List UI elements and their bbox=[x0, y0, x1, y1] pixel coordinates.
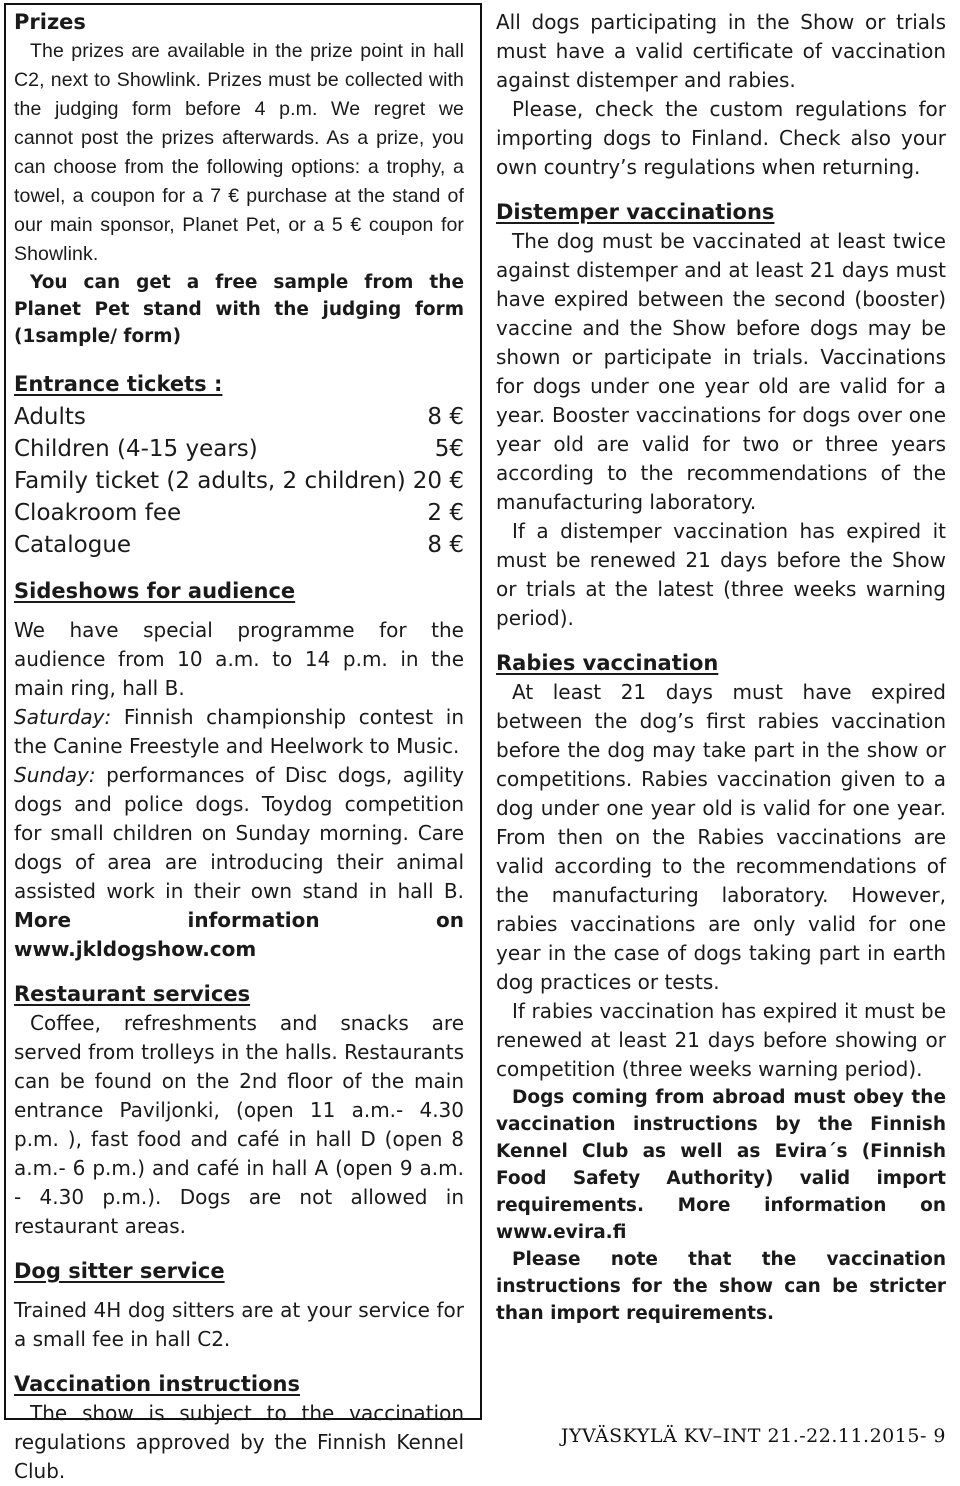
sunday-text: performances of Disc dogs, agility dogs and police dogs. Toydog competition for small children on Sunday morning. Care dogs of area are introducing their animal assisted work in their own stand in hall B. bbox=[14, 763, 464, 903]
price-row-family bbox=[14, 465, 464, 497]
left-column bbox=[14, 8, 464, 1486]
price-label: Adults bbox=[14, 404, 86, 430]
prizes-heading: Prizes bbox=[14, 10, 86, 34]
entrance-heading: Entrance tickets : bbox=[14, 372, 223, 396]
sideshows-paragraph: We have special programme for the audience from 10 a.m. to 14 p.m. in the main ring, hall B. bbox=[14, 618, 464, 700]
dog-sitter-paragraph: Trained 4H dog sitters are at your service for a small fee in hall C2. bbox=[14, 1298, 464, 1351]
right-column bbox=[496, 8, 946, 1327]
price-label: Family ticket (2 adults, 2 children) bbox=[14, 468, 406, 494]
rabies-expired-paragraph: If rabies vaccination has expired it must be renewed at least 21 days before showing or competition (three weeks warning period). bbox=[496, 999, 946, 1081]
price-value: 2 € bbox=[427, 500, 464, 526]
sunday-label: Sunday: bbox=[14, 763, 96, 787]
distemper-paragraph: The dog must be vaccinated at least twice against distemper and at least 21 days must have expired between the second (booster) vaccine and the Show before dogs may be shown or participate in trials. Vaccinations for dogs under one year old are valid for a year. Booster vaccinations for dogs over one year old are valid for two or three years according to the recommendations of the manufacturing laboratory. bbox=[496, 229, 946, 514]
dog-sitter-heading: Dog sitter service bbox=[14, 1259, 225, 1283]
vaccination-intro: All dogs participating in the Show or trials must have a valid certificate of vaccination against distemper and rabies. bbox=[496, 10, 946, 92]
vaccination-paragraph: The show is subject to the vaccination regulations approved by the Finnish Kennel Club. bbox=[14, 1401, 464, 1483]
distemper-expired-paragraph: If a distemper vaccination has expired it must be renewed 21 days before the Show or trials at the latest (three weeks warning period). bbox=[496, 519, 946, 630]
restaurant-heading: Restaurant services bbox=[14, 982, 251, 1006]
price-row-adults bbox=[14, 401, 464, 433]
distemper-heading: Distemper vaccinations bbox=[496, 200, 775, 224]
price-value: 5€ bbox=[434, 436, 464, 462]
sunday-paragraph bbox=[14, 761, 464, 964]
prizes-sample-note: You can get a free sample from the Planet Pet stand with the judging form (1sample/ form) bbox=[14, 272, 464, 347]
price-label: Cloakroom fee bbox=[14, 500, 182, 526]
customs-note: Please, check the custom regulations for importing dogs to Finland. Check also your own country’s regulations when returning. bbox=[496, 97, 946, 179]
price-row-children bbox=[14, 433, 464, 465]
rabies-heading: Rabies vaccination bbox=[496, 651, 719, 675]
price-row-cloakroom bbox=[14, 497, 464, 529]
saturday-paragraph bbox=[14, 703, 464, 761]
restaurant-paragraph: Coffee, refreshments and snacks are served from trolleys in the halls. Restaurants can be found on the 2nd floor of the main entrance Paviljonki, (open 11 a.m.- 4.30 p.m. ), fast food and café in hall D (open 8 a.m.- 6 p.m.) and café in hall A (open 9 a.m. - 4.30 p.m.). Dogs are not allowed in restaurant areas. bbox=[14, 1011, 464, 1238]
price-row-catalogue bbox=[14, 529, 464, 561]
price-label: Catalogue bbox=[14, 532, 132, 558]
rabies-paragraph: At least 21 days must have expired between the dog’s first rabies vaccination before the dog may take part in the show or competitions. Rabies vaccination given to a dog under one year old is valid for one year. From then on the Rabies vaccinations are valid according to the recommendations of the manufacturing laboratory. However, rabies vaccinations are only valid for one year in the case of dogs taking part in earth dog practices or tests. bbox=[496, 680, 946, 994]
abroad-requirements: Dogs coming from abroad must obey the vaccination instructions by the Finnish Kennel Club as well as Evira´s (Finnish Food Safety Authority) valid import requirements. More information on www.evira.fi bbox=[496, 1087, 946, 1243]
saturday-label: Saturday: bbox=[14, 705, 112, 729]
saturday-text: Finnish championship contest in the Canine Freestyle and Heelwork to Music. bbox=[14, 705, 464, 758]
prizes-paragraph: The prizes are available in the prize point in hall C2, next to Showlink. Prizes must be collected with the judging form before 4 p.m. We regret we cannot post the prizes afterwards. As a prize, you can choose from the following options: a trophy, a towel, a coupon for a 7 € purchase at the stand of our main sponsor, Planet Pet, or a 5 € coupon for Showlink. bbox=[14, 40, 464, 265]
price-value: 8 € bbox=[427, 532, 464, 558]
stricter-note: Please note that the vaccination instructions for the show can be stricter than import requirements. bbox=[496, 1249, 946, 1324]
more-info-link[interactable]: More information on www.jkldogshow.com bbox=[14, 908, 464, 961]
price-value: 8 € bbox=[427, 404, 464, 430]
sideshows-heading: Sideshows for audience bbox=[14, 579, 296, 603]
price-label: Children (4-15 years) bbox=[14, 436, 258, 462]
price-value: 20 € bbox=[412, 468, 464, 494]
page-footer: JYVÄSKYLÄ KV–INT 21.-22.11.2015- 9 bbox=[560, 1425, 946, 1447]
vaccination-heading: Vaccination instructions bbox=[14, 1372, 300, 1396]
price-list bbox=[14, 401, 464, 561]
